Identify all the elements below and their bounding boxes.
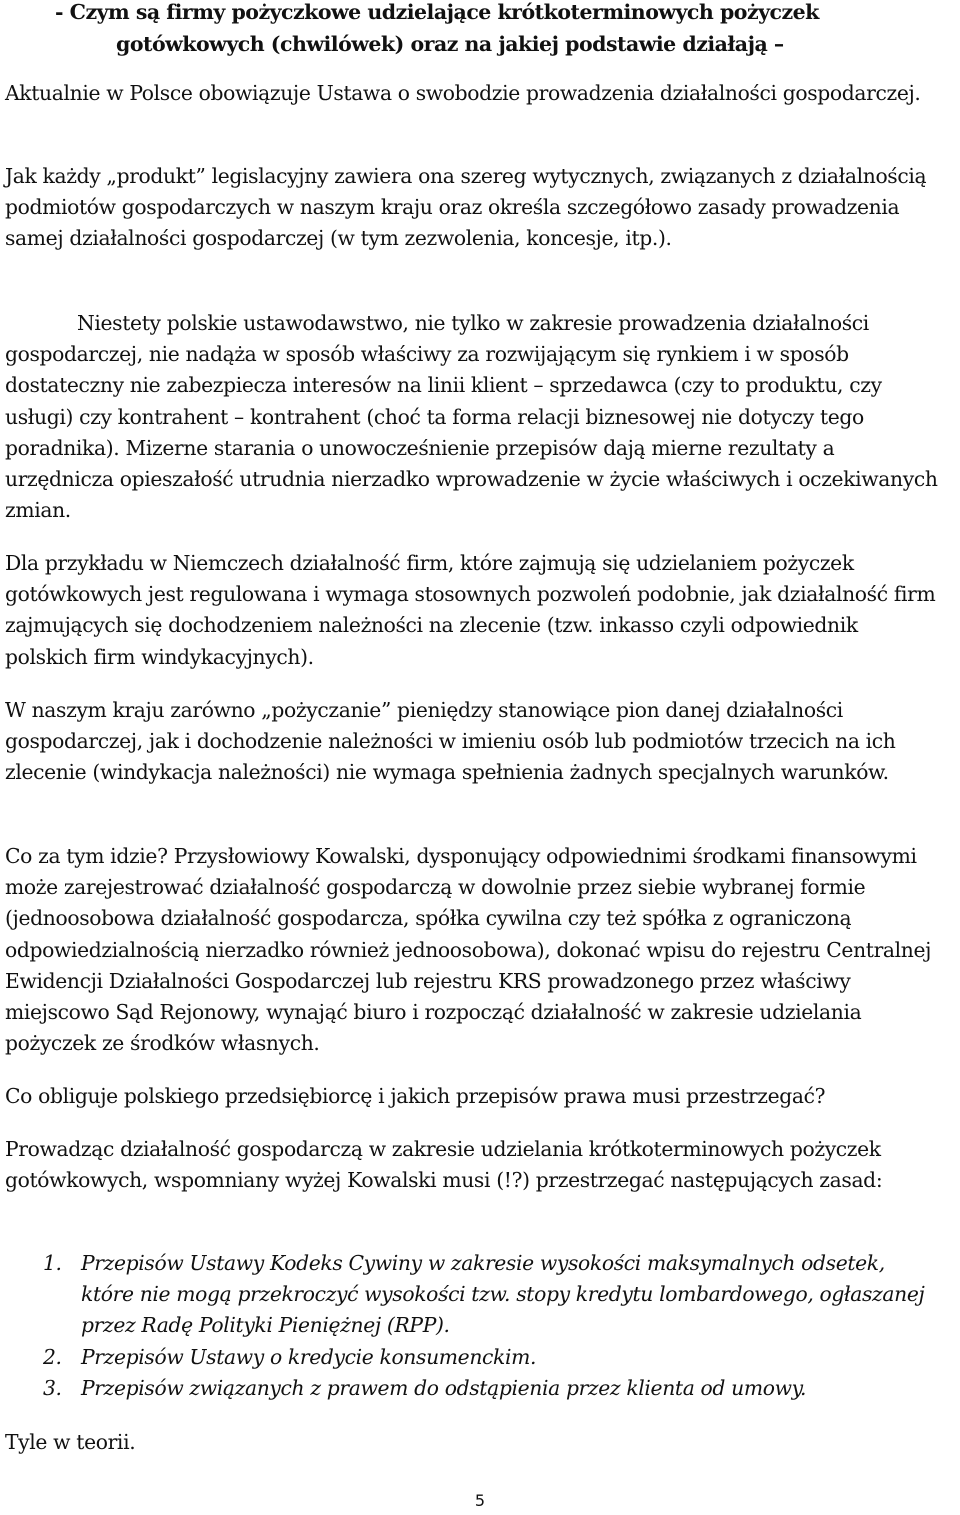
paragraph-legislation: Jak każdy „produkt” legislacyjny zawiera ona szereg wytycznych, związanych z działalnością podmiotów gospodarczych w naszym kraju oraz określa szczegółowo zasady prowadzenia samej działalności gospodarczej (w tym zezwolenia, koncesje, itp.).	[5, 164, 927, 251]
heading-line-2: gotówkowych (chwilówek) oraz na jakiej podstawie działają –	[116, 31, 784, 56]
paragraph-closing: Tyle w teorii.	[5, 1430, 136, 1454]
paragraph-rules-intro: Prowadząc działalność gospodarczą w zakresie udzielania krótkoterminowych pożyczek gotówkowych, wspomniany wyżej Kowalski musi (!?) przestrzegać następujących zasad:	[5, 1137, 883, 1193]
list-item	[5, 1342, 940, 1373]
list-item-number: 1.	[43, 1251, 62, 1275]
list-item-text: Przepisów związanych z prawem do odstąpienia przez klienta od umowy.	[81, 1375, 807, 1400]
paragraph-kowalski: Co za tym idzie? Przysłowiowy Kowalski, dysponujący odpowiednimi środkami finansowymi może zarejestrować działalność gospodarczą w dowolnie przez siebie wybranej formie (jednoosobowa działalność gospodarcza, spółka cywilna czy też spółka z ograniczoną odpowiedzialnością nierzadko również jednoosobowa), dokonać wpisu do rejestru Centralnej Ewidencji Działalności Gospodarczej lub rejestru KRS prowadzonego przez właściwy miejscowo Sąd Rejonowy, wynająć biuro i rozpocząć działalność w zakresie udzielania pożyczek ze środków własnych.	[5, 844, 932, 1056]
list-item-text: Przepisów Ustawy o kredycie konsumenckim.	[81, 1344, 537, 1369]
list-item-number: 2.	[43, 1344, 62, 1369]
paragraph-question: Co obliguje polskiego przedsiębiorcę i jakich przepisów prawa musi przestrzegać?	[5, 1084, 826, 1108]
paragraph-our-country: W naszym kraju zarówno „pożyczanie” pieniędzy stanowiące pion danej działalności gospodarczej, jak i dochodzenie należności w imieniu osób lub podmiotów trzecich na ich zlecenie (windykacja należności) nie wymaga spełnienia żadnych specjalnych warunków.	[5, 698, 896, 785]
paragraph-intro: Aktualnie w Polsce obowiązuje Ustawa o swobodzie prowadzenia działalności gospodarczej.	[5, 81, 921, 105]
section-heading	[55, 0, 955, 60]
list-item-text: Przepisów Ustawy Kodeks Cywiny w zakresie wysokości maksymalnych odsetek, które nie mogą przekroczyć wysokości tzw. stopy kredytu lombardowego, ogłaszanej przez Radę Polityki Pieniężnej (RPP).	[81, 1251, 925, 1338]
paragraph-polish-law: Niestety polskie ustawodawstwo, nie tylko w zakresie prowadzenia działalności gospodarczej, nie nadąża w sposób właściwy za rozwijającym się rynkiem i w sposób dostateczny nie zabezpiecza interesów na linii klient – sprzedawca (czy to produktu, czy usługi) czy kontrahent – kontrahent (choć ta forma relacji biznesowej nie dotyczy tego poradnika). Mizerne starania o unowocześnienie przepisów dają mierne rezultaty a urzędnicza opieszałość utrudnia nierzadko wprowadzenie w życie właściwych i oczekiwanych zmian.	[5, 311, 938, 523]
list-item	[5, 1248, 940, 1342]
list-item	[5, 1373, 940, 1404]
paragraph-germany-example: Dla przykładu w Niemczech działalność firm, które zajmują się udzielaniem pożyczek gotówkowych jest regulowana i wymaga stosownych pozwoleń podobnie, jak działalność firm zajmujących się dochodzeniem należności na zlecenie (tzw. inkasso czyli odpowiednik polskich firm windykacyjnych).	[5, 551, 936, 669]
page-number: 5	[474, 1491, 486, 1510]
rules-list	[5, 1248, 940, 1404]
heading-line-1: - Czym są firmy pożyczkowe udzielające krótkoterminowych pożyczek	[55, 0, 819, 24]
list-item-number: 3.	[43, 1375, 62, 1400]
